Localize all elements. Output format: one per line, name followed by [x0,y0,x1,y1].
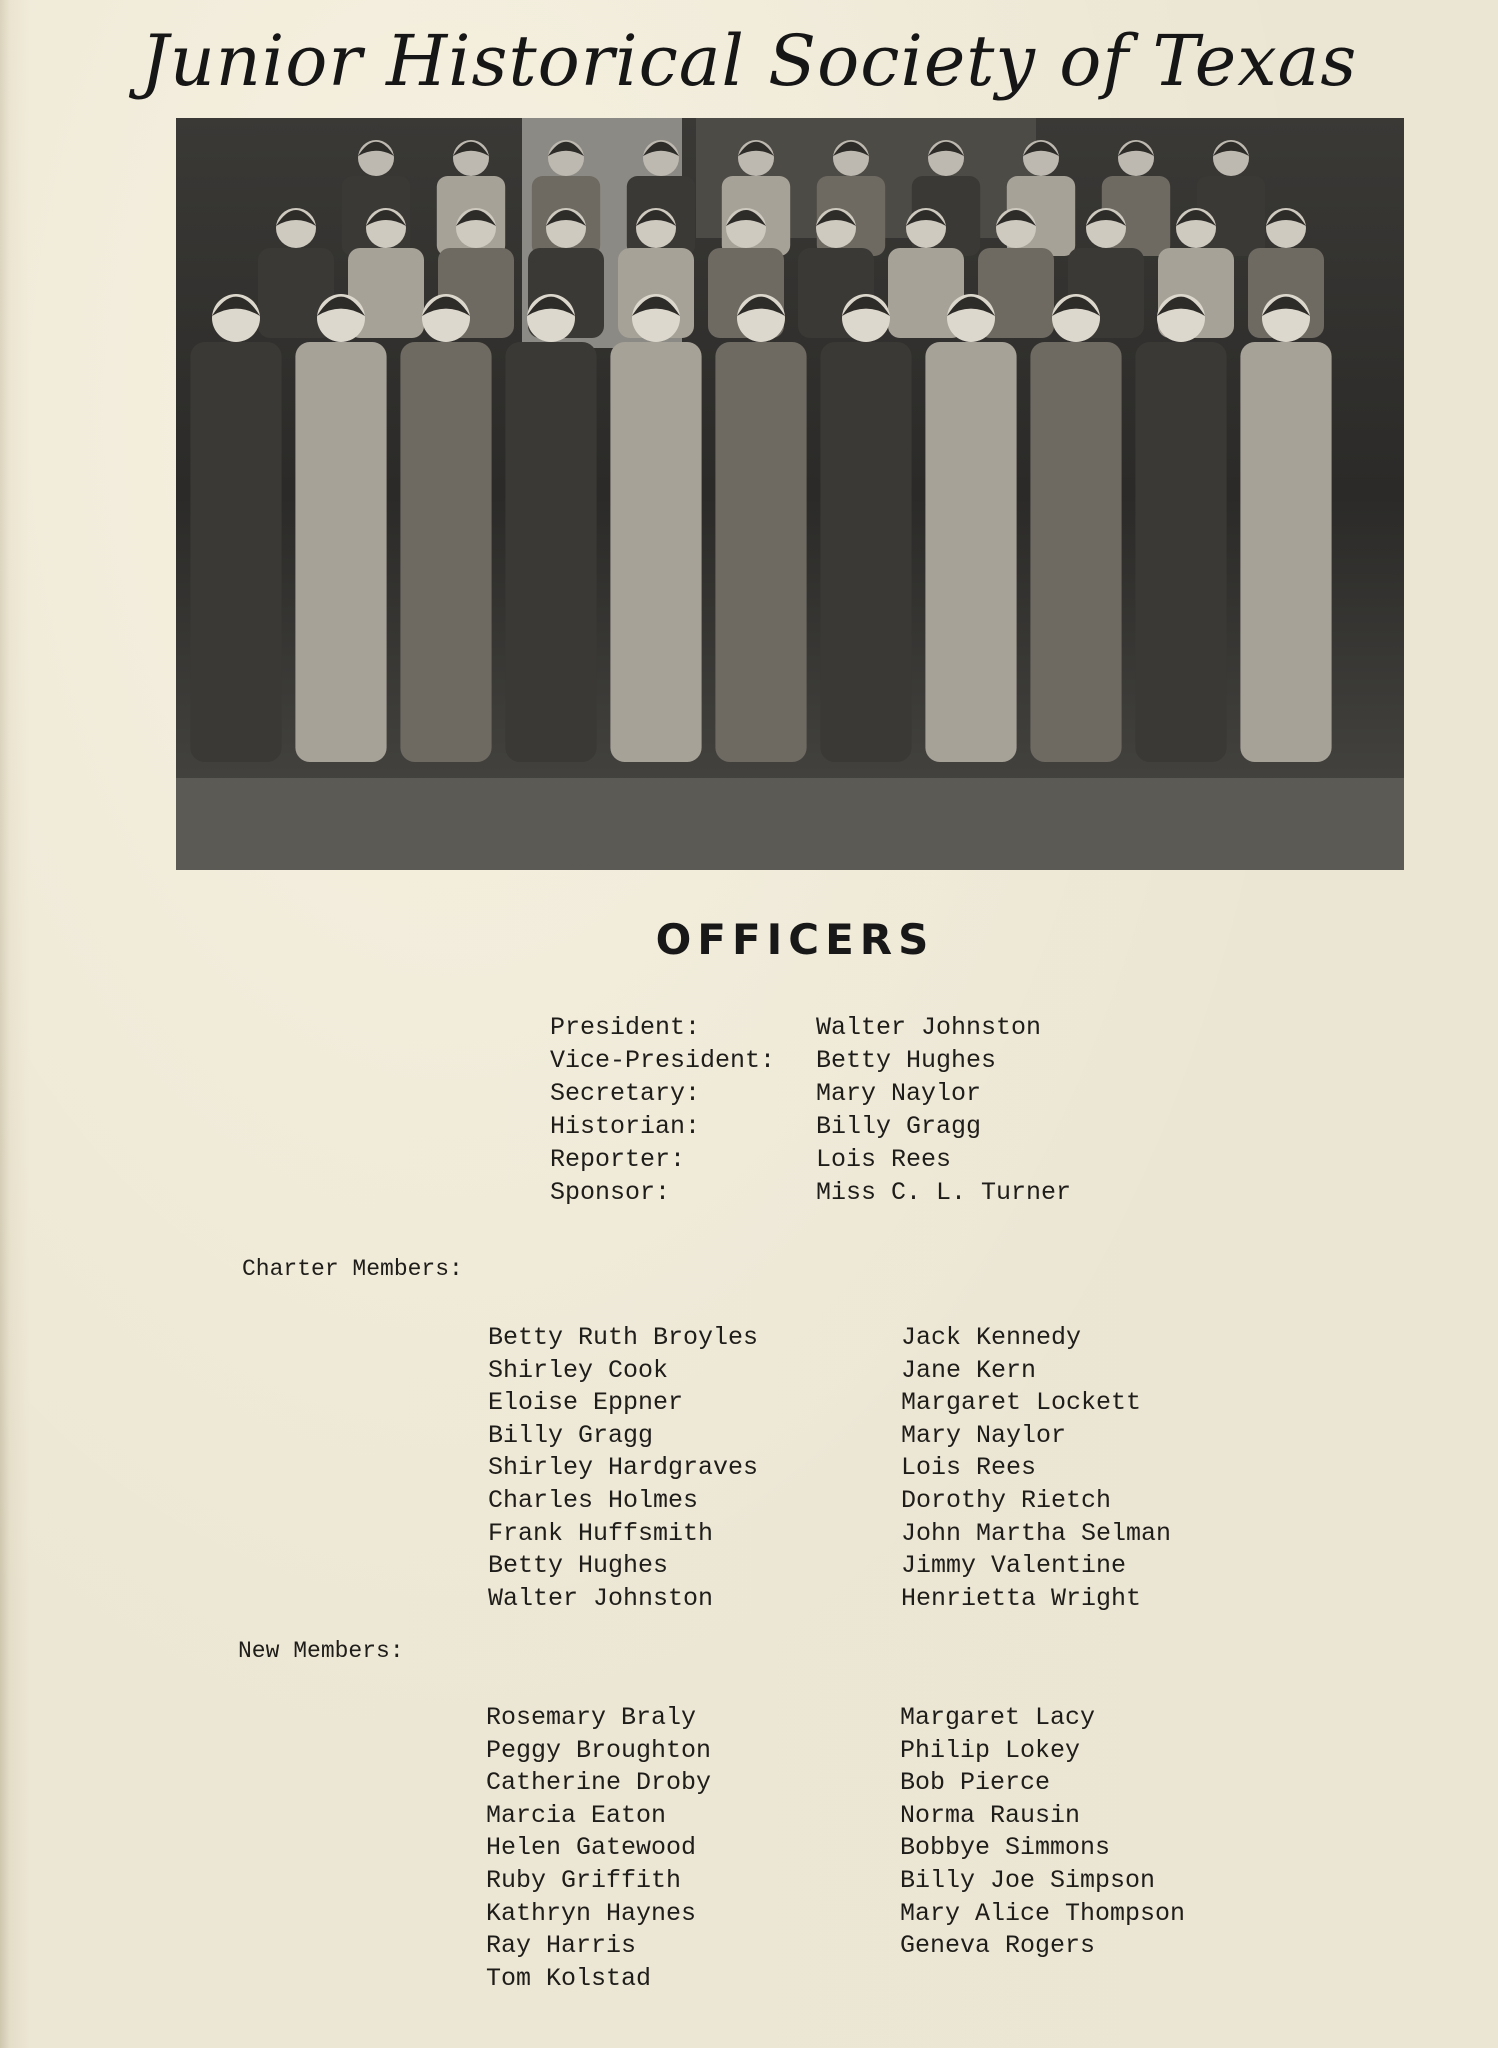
officer-role: Sponsor: [550,1178,671,1207]
person-body-icon [820,342,911,762]
group-photo [176,118,1404,870]
new-members-label: New Members: [238,1638,404,1664]
member-name: Frank Huffsmith [488,1519,714,1548]
officer-role: President: [550,1013,701,1042]
member-name: Catherine Droby [486,1768,712,1797]
member-name: Mary Naylor [901,1421,1067,1450]
person-body-icon [1135,342,1226,762]
officers-heading: OFFICERS [655,915,935,964]
officer-name: Lois Rees [816,1145,952,1174]
officer-role: Reporter: [550,1145,686,1174]
charter-members-label: Charter Members: [242,1256,463,1282]
member-name: Jane Kern [901,1356,1037,1385]
member-name: Helen Gatewood [486,1833,697,1862]
member-name: Rosemary Braly [486,1703,697,1732]
member-name: Shirley Hardgraves [488,1453,759,1482]
member-name: Betty Ruth Broyles [488,1323,759,1352]
member-name: Peggy Broughton [486,1736,712,1765]
person-body-icon [190,342,281,762]
member-name: Billy Gragg [488,1421,654,1450]
member-name: Walter Johnston [488,1584,714,1613]
member-name: Henrietta Wright [901,1584,1142,1613]
member-name: Tom Kolstad [486,1964,652,1993]
member-name: Shirley Cook [488,1356,669,1385]
person-body-icon [295,342,386,762]
member-name: John Martha Selman [901,1519,1172,1548]
member-name: Jack Kennedy [901,1323,1082,1352]
person-body-icon [400,342,491,762]
member-name: Bobbye Simmons [900,1833,1111,1862]
person-body-icon [1030,342,1121,762]
person-body-icon [505,342,596,762]
member-name: Bob Pierce [900,1768,1051,1797]
officer-name: Mary Naylor [816,1079,982,1108]
member-name: Margaret Lacy [900,1703,1096,1732]
member-name: Ray Harris [486,1931,637,1960]
group-photo-icon [176,118,1404,870]
member-name: Eloise Eppner [488,1388,684,1417]
member-name: Ruby Griffith [486,1866,682,1895]
member-name: Charles Holmes [488,1486,699,1515]
officer-role: Historian: [550,1112,701,1141]
member-name: Billy Joe Simpson [900,1866,1156,1895]
member-name: Marcia Eaton [486,1801,667,1830]
member-name: Betty Hughes [488,1551,669,1580]
member-name: Dorothy Rietch [901,1486,1112,1515]
member-name: Margaret Lockett [901,1388,1142,1417]
member-name: Lois Rees [901,1453,1037,1482]
officer-name: Billy Gragg [816,1112,982,1141]
officer-name: Miss C. L. Turner [816,1178,1072,1207]
person-body-icon [715,342,806,762]
member-name: Kathryn Haynes [486,1899,697,1928]
page-title: Junior Historical Society of Texas [140,20,1358,102]
member-name: Mary Alice Thompson [900,1899,1186,1928]
member-name: Jimmy Valentine [901,1551,1127,1580]
member-name: Philip Lokey [900,1736,1081,1765]
officer-name: Betty Hughes [816,1046,997,1075]
officer-role: Vice-President: [550,1046,776,1075]
person-body-icon [610,342,701,762]
person-body-icon [925,342,1016,762]
person-body-icon [1240,342,1331,762]
member-name: Norma Rausin [900,1801,1081,1830]
officer-role: Secretary: [550,1079,701,1108]
officer-name: Walter Johnston [816,1013,1042,1042]
member-name: Geneva Rogers [900,1931,1096,1960]
